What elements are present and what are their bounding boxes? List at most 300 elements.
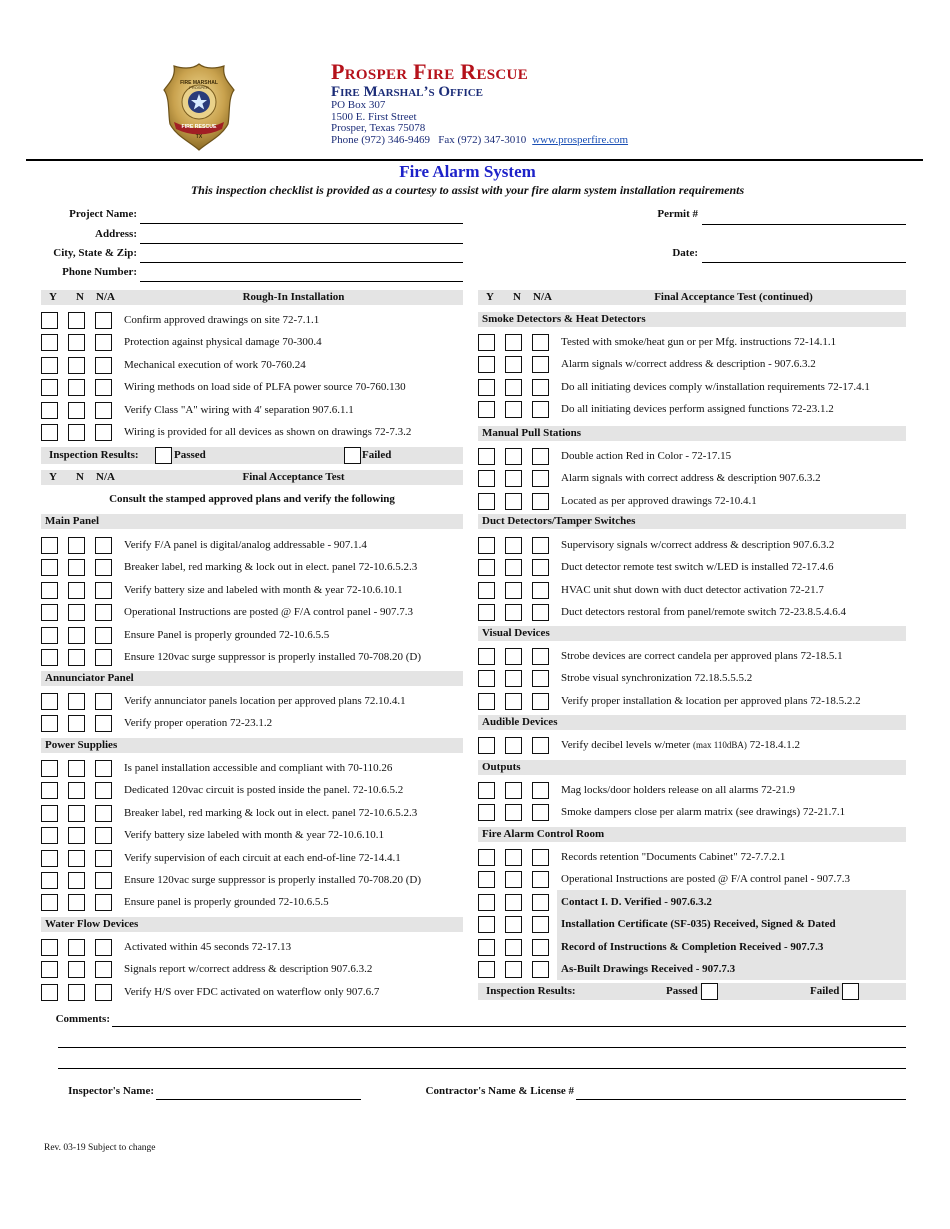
item-text: Is panel installation accessible and compliant with 70-110.26 — [124, 762, 393, 774]
checkbox-na[interactable] — [95, 357, 112, 374]
pull-item-2 — [478, 493, 908, 510]
checkbox-na[interactable] — [95, 537, 112, 554]
checkbox-na[interactable] — [532, 648, 549, 665]
checkbox-y[interactable] — [478, 693, 495, 710]
checkbox-y[interactable] — [478, 334, 495, 351]
checkbox-y[interactable] — [478, 582, 495, 599]
checkbox-n[interactable] — [505, 448, 522, 465]
checkbox-n[interactable] — [505, 871, 522, 888]
checkbox-n[interactable] — [505, 648, 522, 665]
checkbox-na[interactable] — [532, 470, 549, 487]
item-text: Verify proper installation & location per approved plans 72-18.5.2.2 — [561, 694, 861, 707]
smoke-item-3 — [478, 401, 908, 418]
checkbox-y[interactable] — [41, 649, 58, 666]
col-head-n: N — [513, 291, 521, 303]
checkbox-n[interactable] — [68, 312, 85, 329]
checkbox-na[interactable] — [95, 402, 112, 419]
checkbox-y[interactable] — [478, 737, 495, 754]
annunciator-header: Annunciator Panel — [41, 671, 463, 686]
final-results-bar — [478, 983, 906, 1000]
item-text: Operational Instructions are posted @ F/A control panel - 907.7.3 — [124, 606, 414, 619]
item-text: Alarm signals with correct address & description 907.6.3.2 — [561, 472, 821, 485]
checkbox-y[interactable] — [41, 582, 58, 599]
smoke-item-1 — [478, 356, 908, 373]
power-item-4 — [41, 850, 471, 867]
duct-item-1 — [478, 559, 908, 576]
checkbox-n[interactable] — [505, 334, 522, 351]
checkbox-y[interactable] — [478, 849, 495, 866]
checkbox-y[interactable] — [478, 604, 495, 621]
checkbox-na[interactable] — [532, 582, 549, 599]
date-label: Date: — [672, 247, 698, 259]
checkbox-y[interactable] — [41, 782, 58, 799]
checkbox-n[interactable] — [68, 582, 85, 599]
checkbox-n[interactable] — [68, 604, 85, 621]
rough-in-header — [41, 290, 463, 305]
rough-in-header-title: Rough-In Installation — [242, 291, 345, 303]
checkbox-n[interactable] — [68, 760, 85, 777]
output-item-1 — [478, 804, 908, 821]
power-item-5 — [41, 872, 471, 889]
rough-in-results-bar — [41, 447, 463, 464]
control-room-header: Fire Alarm Control Room — [478, 827, 906, 842]
power-item-6 — [41, 894, 471, 911]
checkbox-y[interactable] — [478, 537, 495, 554]
item-text: Ensure 120vac surge suppressor is properly installed 70-708.20 (D) — [124, 651, 422, 663]
final-failed-label: Failed — [810, 985, 840, 997]
permit-label: Permit # — [657, 208, 698, 220]
checkbox-na[interactable] — [95, 312, 112, 329]
power-item-3 — [41, 827, 471, 844]
checkbox-n[interactable] — [505, 537, 522, 554]
final-passed-checkbox[interactable] — [701, 983, 718, 1000]
checkbox-n[interactable] — [68, 715, 85, 732]
item-text: Installation Certificate (SF-035) Received, Signed & Dated — [561, 918, 836, 931]
checkbox-y[interactable] — [478, 670, 495, 687]
comments-line-3[interactable] — [58, 1068, 906, 1069]
checkbox-na[interactable] — [95, 424, 112, 441]
control-room-item-0 — [478, 849, 908, 866]
smoke-item-0 — [478, 334, 908, 351]
item-text: Tested with smoke/heat gun or per Mfg. instructions 72-14.1.1 — [561, 336, 837, 348]
checkbox-n[interactable] — [68, 357, 85, 374]
checkbox-y[interactable] — [41, 334, 58, 351]
item-text: Ensure 120vac surge suppressor is properly installed 70-708.20 (D) — [124, 874, 422, 886]
checkbox-y[interactable] — [478, 782, 495, 799]
item-text: Confirm approved drawings on site 72-7.1.1 — [124, 314, 320, 326]
item-text: Mechanical execution of work 70-760.24 — [124, 358, 306, 371]
checkbox-n[interactable] — [68, 827, 85, 844]
checkbox-y[interactable] — [478, 961, 495, 978]
comments-line-1[interactable] — [112, 1026, 906, 1027]
comments-label: Comments: — [55, 1013, 110, 1025]
checkbox-na[interactable] — [532, 939, 549, 956]
checkbox-y[interactable] — [41, 760, 58, 777]
checkbox-na[interactable] — [532, 670, 549, 687]
checkbox-n[interactable] — [505, 670, 522, 687]
checkbox-n[interactable] — [505, 604, 522, 621]
checkbox-na[interactable] — [532, 849, 549, 866]
item-text: Mag locks/door holders release on all alarms 72-21.9 — [561, 784, 795, 796]
checkbox-na[interactable] — [95, 379, 112, 396]
checkbox-y[interactable] — [478, 401, 495, 418]
visual-item-1 — [478, 670, 908, 687]
duct-detectors-header: Duct Detectors/Tamper Switches — [478, 514, 906, 529]
annunciator-item-1 — [41, 715, 471, 732]
checkbox-na[interactable] — [95, 334, 112, 351]
power-supplies-header: Power Supplies — [41, 738, 463, 753]
main-panel-item-3 — [41, 604, 471, 621]
item-text: Supervisory signals w/correct address & description 907.6.3.2 — [561, 539, 835, 551]
main-panel-header: Main Panel — [41, 514, 463, 529]
item-text: Breaker label, red marking & lock out in elect. panel 72-10.6.5.2.3 — [124, 561, 418, 574]
final-continued-header — [478, 290, 906, 305]
checkbox-y[interactable] — [41, 312, 58, 329]
rough-in-item-4 — [41, 402, 471, 419]
checkbox-na[interactable] — [95, 715, 112, 732]
item-text: Signals report w/correct address & description 907.6.3.2 — [124, 963, 373, 976]
checkbox-n[interactable] — [505, 961, 522, 978]
checkbox-na[interactable] — [95, 782, 112, 799]
checkbox-y[interactable] — [41, 693, 58, 710]
smoke-item-2 — [478, 379, 908, 396]
badge-text-tx: TX — [195, 134, 203, 140]
verification-item-1 — [478, 916, 908, 933]
checkbox-y[interactable] — [41, 604, 58, 621]
checkbox-n[interactable] — [505, 849, 522, 866]
project-name-field[interactable] — [140, 223, 463, 224]
checkbox-n[interactable] — [505, 356, 522, 373]
water-flow-item-0 — [41, 939, 471, 956]
checkbox-na[interactable] — [95, 961, 112, 978]
checkbox-n[interactable] — [505, 493, 522, 510]
item-text: Verify annunciator panels location per approved plans 72.10.4.1 — [124, 695, 406, 707]
phone-number-label: Phone Number: — [62, 266, 137, 278]
date-field[interactable] — [702, 262, 906, 263]
checkbox-na[interactable] — [95, 805, 112, 822]
checkbox-n[interactable] — [505, 559, 522, 576]
checkbox-na[interactable] — [532, 334, 549, 351]
main-panel-item-2 — [41, 582, 471, 599]
checkbox-n[interactable] — [505, 737, 522, 754]
visual-item-2 — [478, 693, 908, 710]
item-text: Verify H/S over FDC activated on waterflow only 907.6.7 — [124, 985, 380, 998]
checkbox-na[interactable] — [532, 894, 549, 911]
address-field[interactable] — [140, 243, 463, 244]
col-head-na: N/A — [96, 471, 115, 483]
duct-item-0 — [478, 537, 908, 554]
item-text — [561, 738, 800, 753]
checkbox-na[interactable] — [95, 627, 112, 644]
checkbox-y[interactable] — [41, 537, 58, 554]
checkbox-n[interactable] — [505, 804, 522, 821]
item-text: Smoke dampers close per alarm matrix (see drawings) 72-21.7.1 — [561, 806, 846, 819]
checkbox-na[interactable] — [532, 559, 549, 576]
checkbox-n[interactable] — [505, 470, 522, 487]
rough-in-item-5 — [41, 424, 471, 441]
item-text: Activated within 45 seconds 72-17.13 — [124, 941, 292, 953]
rough-in-item-1 — [41, 334, 471, 351]
pull-item-1 — [478, 470, 908, 487]
checkbox-na[interactable] — [95, 984, 112, 1001]
smoke-heat-header: Smoke Detectors & Heat Detectors — [478, 312, 906, 327]
col-head-n: N — [76, 471, 84, 483]
checkbox-n[interactable] — [68, 649, 85, 666]
badge-text-mid: PROSPER — [189, 85, 209, 90]
website-link[interactable]: www.prosperfire.com — [532, 133, 629, 146]
item-text: HVAC unit shut down with duct detector activation 72-21.7 — [561, 583, 824, 596]
final-failed-checkbox[interactable] — [842, 983, 859, 1000]
checkbox-y[interactable] — [41, 379, 58, 396]
checkbox-na[interactable] — [95, 604, 112, 621]
checkbox-y[interactable] — [41, 894, 58, 911]
checkbox-y[interactable] — [41, 627, 58, 644]
final-passed-label: Passed — [666, 985, 698, 997]
checkbox-na[interactable] — [532, 737, 549, 754]
main-panel-item-4 — [41, 627, 471, 644]
checkbox-y[interactable] — [478, 470, 495, 487]
pull-item-0 — [478, 448, 908, 465]
checkbox-na[interactable] — [532, 537, 549, 554]
checkbox-y[interactable] — [41, 939, 58, 956]
final-acceptance-header — [41, 470, 463, 485]
checkbox-y[interactable] — [41, 850, 58, 867]
power-item-1 — [41, 782, 471, 799]
checkbox-n[interactable] — [68, 782, 85, 799]
document-subtitle: This inspection checklist is provided as a courtesy to assist with your fire alarm system installation requirements — [190, 183, 745, 197]
checkbox-y[interactable] — [41, 984, 58, 1001]
checkbox-y[interactable] — [41, 805, 58, 822]
checkbox-n[interactable] — [505, 782, 522, 799]
checkbox-n[interactable] — [68, 559, 85, 576]
checkbox-n[interactable] — [505, 401, 522, 418]
checkbox-n[interactable] — [505, 693, 522, 710]
contact-line — [331, 135, 628, 147]
main-panel-item-1 — [41, 559, 471, 576]
item-text: Strobe visual synchronization 72.18.5.5.5.2 — [561, 672, 753, 685]
audible-text-pre: Verify decibel levels w/meter — [561, 739, 693, 751]
checkbox-na[interactable] — [532, 401, 549, 418]
city-address: Prosper, Texas 75078 — [331, 122, 426, 134]
checkbox-n[interactable] — [505, 894, 522, 911]
item-text: Protection against physical damage 70-300.4 — [124, 336, 322, 349]
audible-devices-header: Audible Devices — [478, 715, 906, 730]
checkbox-y[interactable] — [478, 448, 495, 465]
po-box: PO Box 307 — [331, 99, 386, 111]
output-item-0 — [478, 782, 908, 799]
project-name-label: Project Name: — [69, 208, 137, 220]
checkbox-na[interactable] — [95, 939, 112, 956]
checkbox-y[interactable] — [41, 961, 58, 978]
checkbox-y[interactable] — [41, 715, 58, 732]
checkbox-n[interactable] — [68, 872, 85, 889]
item-text: Dedicated 120vac circuit is posted inside the panel. 72-10.6.5.2 — [124, 784, 404, 797]
verification-item-3 — [478, 961, 908, 978]
item-text: Strobe devices are correct candela per approved plans 72-18.5.1 — [561, 650, 843, 662]
checkbox-n[interactable] — [68, 984, 85, 1001]
rough-in-item-2 — [41, 357, 471, 374]
checkbox-na[interactable] — [532, 493, 549, 510]
item-text: Ensure Panel is properly grounded 72-10.6.5.5 — [124, 628, 330, 641]
control-room-item-1 — [478, 871, 908, 888]
checkbox-na[interactable] — [532, 782, 549, 799]
col-head-na: N/A — [96, 291, 115, 303]
rough-in-item-3 — [41, 379, 471, 396]
badge-text-top: FIRE MARSHAL — [180, 80, 218, 86]
checkbox-y[interactable] — [41, 424, 58, 441]
checkbox-y[interactable] — [478, 871, 495, 888]
checkbox-n[interactable] — [68, 805, 85, 822]
visual-item-0 — [478, 648, 908, 665]
checkbox-na[interactable] — [95, 559, 112, 576]
checkbox-n[interactable] — [68, 334, 85, 351]
checkbox-n[interactable] — [68, 537, 85, 554]
item-text: Verify Class "A" wiring with 4' separation 907.6.1.1 — [124, 403, 354, 416]
checkbox-y[interactable] — [41, 559, 58, 576]
final-acceptance-header-title: Final Acceptance Test — [242, 471, 345, 483]
checkbox-na[interactable] — [95, 850, 112, 867]
item-text: Records retention "Documents Cabinet" 72-7.7.2.1 — [561, 851, 786, 863]
checkbox-n[interactable] — [68, 939, 85, 956]
checkbox-na[interactable] — [532, 871, 549, 888]
contractor-name-label: Contractor's Name & License # — [425, 1085, 574, 1097]
verification-item-2 — [478, 939, 908, 956]
final-results-label: Inspection Results: — [486, 985, 576, 997]
item-text: As-Built Drawings Received - 907.7.3 — [561, 963, 736, 976]
checkbox-y[interactable] — [478, 648, 495, 665]
water-flow-item-2 — [41, 984, 471, 1001]
item-text: Verify F/A panel is digital/analog addressable - 907.1.4 — [124, 539, 367, 551]
phone-fax: Phone (972) 346-9469 Fax (972) 347-3010 — [331, 133, 527, 146]
checkbox-n[interactable] — [505, 379, 522, 396]
inspector-name-label: Inspector's Name: — [68, 1085, 154, 1097]
revision-note: Rev. 03-19 Subject to change — [44, 1143, 156, 1153]
failed-checkbox[interactable] — [344, 447, 361, 464]
checkbox-y[interactable] — [41, 872, 58, 889]
checkbox-n[interactable] — [68, 693, 85, 710]
item-text: Alarm signals w/correct address & description - 907.6.3.2 — [561, 358, 816, 371]
permit-field[interactable] — [702, 224, 906, 225]
checkbox-n[interactable] — [68, 627, 85, 644]
checkbox-y[interactable] — [478, 559, 495, 576]
checkbox-n[interactable] — [68, 850, 85, 867]
checkbox-n[interactable] — [505, 939, 522, 956]
verification-item-0 — [478, 894, 908, 911]
checkbox-n[interactable] — [68, 961, 85, 978]
checkbox-y[interactable] — [41, 402, 58, 419]
checkbox-n[interactable] — [68, 424, 85, 441]
letterhead — [331, 60, 628, 146]
checkbox-na[interactable] — [95, 894, 112, 911]
street-address: 1500 E. First Street — [331, 110, 417, 123]
checkbox-n[interactable] — [68, 402, 85, 419]
item-text: Record of Instructions & Completion Received - 907.7.3 — [561, 940, 824, 953]
phone-number-field[interactable] — [140, 281, 463, 282]
item-text: Ensure panel is properly grounded 72-10.6.5.5 — [124, 896, 329, 909]
checkbox-na[interactable] — [95, 693, 112, 710]
checkbox-na[interactable] — [532, 448, 549, 465]
annunciator-item-0 — [41, 693, 471, 710]
checkbox-y[interactable] — [478, 379, 495, 396]
item-text: Wiring is provided for all devices as shown on drawings 72-7.3.2 — [124, 426, 412, 438]
item-text: Do all initiating devices perform assigned functions 72-23.1.2 — [561, 403, 834, 416]
water-flow-header: Water Flow Devices — [41, 917, 463, 932]
item-text: Contact I. D. Verified - 907.6.3.2 — [561, 896, 712, 908]
checkbox-n[interactable] — [505, 582, 522, 599]
item-text: Verify proper operation 72-23.1.2 — [124, 717, 273, 730]
audible-text-small: (max 110dBA) — [692, 740, 747, 750]
water-flow-item-1 — [41, 961, 471, 978]
rough-in-item-0 — [41, 312, 471, 329]
inspector-name-field[interactable] — [156, 1099, 361, 1100]
checkbox-y[interactable] — [41, 827, 58, 844]
checkbox-y[interactable] — [478, 493, 495, 510]
checkbox-na[interactable] — [95, 760, 112, 777]
checkbox-na[interactable] — [532, 916, 549, 933]
passed-checkbox[interactable] — [155, 447, 172, 464]
office-name: Fire Marshal’s Office — [331, 84, 484, 100]
checkbox-na[interactable] — [532, 961, 549, 978]
failed-label: Failed — [362, 449, 392, 461]
power-item-0 — [41, 760, 471, 777]
audible-item-0 — [478, 737, 908, 754]
item-text: Verify battery size labeled with month & year 72-10.6.10.1 — [124, 829, 384, 842]
checkbox-n[interactable] — [68, 894, 85, 911]
power-item-2 — [41, 805, 471, 822]
checkbox-y[interactable] — [478, 916, 495, 933]
main-panel-item-0 — [41, 537, 471, 554]
audible-text-post: 72-18.4.1.2 — [746, 739, 801, 751]
checkbox-na[interactable] — [532, 604, 549, 621]
checkbox-n[interactable] — [68, 379, 85, 396]
header-divider — [26, 159, 923, 161]
checkbox-y[interactable] — [41, 357, 58, 374]
col-head-y: Y — [486, 291, 494, 303]
item-text: Verify battery size and labeled with month & year 72-10.6.10.1 — [124, 583, 403, 596]
final-continued-header-title: Final Acceptance Test (continued) — [654, 291, 813, 303]
col-head-y: Y — [49, 471, 57, 483]
item-text: Wiring methods on load side of PLFA power source 70-760.130 — [124, 381, 406, 394]
results-label: Inspection Results: — [49, 449, 139, 461]
checkbox-n[interactable] — [505, 916, 522, 933]
checkbox-y[interactable] — [478, 356, 495, 373]
checkbox-na[interactable] — [95, 582, 112, 599]
visual-devices-header: Visual Devices — [478, 626, 906, 641]
checkbox-na[interactable] — [532, 356, 549, 373]
address-label: Address: — [95, 228, 137, 240]
main-panel-item-5 — [41, 649, 471, 666]
checkbox-na[interactable] — [532, 379, 549, 396]
comments-line-2[interactable] — [58, 1047, 906, 1048]
org-name: Prosper Fire Rescue — [331, 59, 528, 84]
item-text: Duct detectors restoral from panel/remote switch 72-23.8.5.4.6.4 — [561, 606, 847, 619]
col-head-na: N/A — [533, 291, 552, 303]
checkbox-y[interactable] — [478, 804, 495, 821]
checkbox-y[interactable] — [478, 894, 495, 911]
contractor-name-field[interactable] — [576, 1099, 906, 1100]
passed-label: Passed — [174, 449, 206, 461]
fire-marshal-badge-logo — [162, 62, 236, 152]
checkbox-na[interactable] — [95, 649, 112, 666]
duct-item-2 — [478, 582, 908, 599]
checkbox-na[interactable] — [95, 827, 112, 844]
checkbox-na[interactable] — [532, 693, 549, 710]
checkbox-na[interactable] — [95, 872, 112, 889]
city-state-zip-field[interactable] — [140, 262, 463, 263]
checkbox-y[interactable] — [478, 939, 495, 956]
item-text: Located as per approved drawings 72-10.4.1 — [561, 494, 757, 507]
checkbox-na[interactable] — [532, 804, 549, 821]
